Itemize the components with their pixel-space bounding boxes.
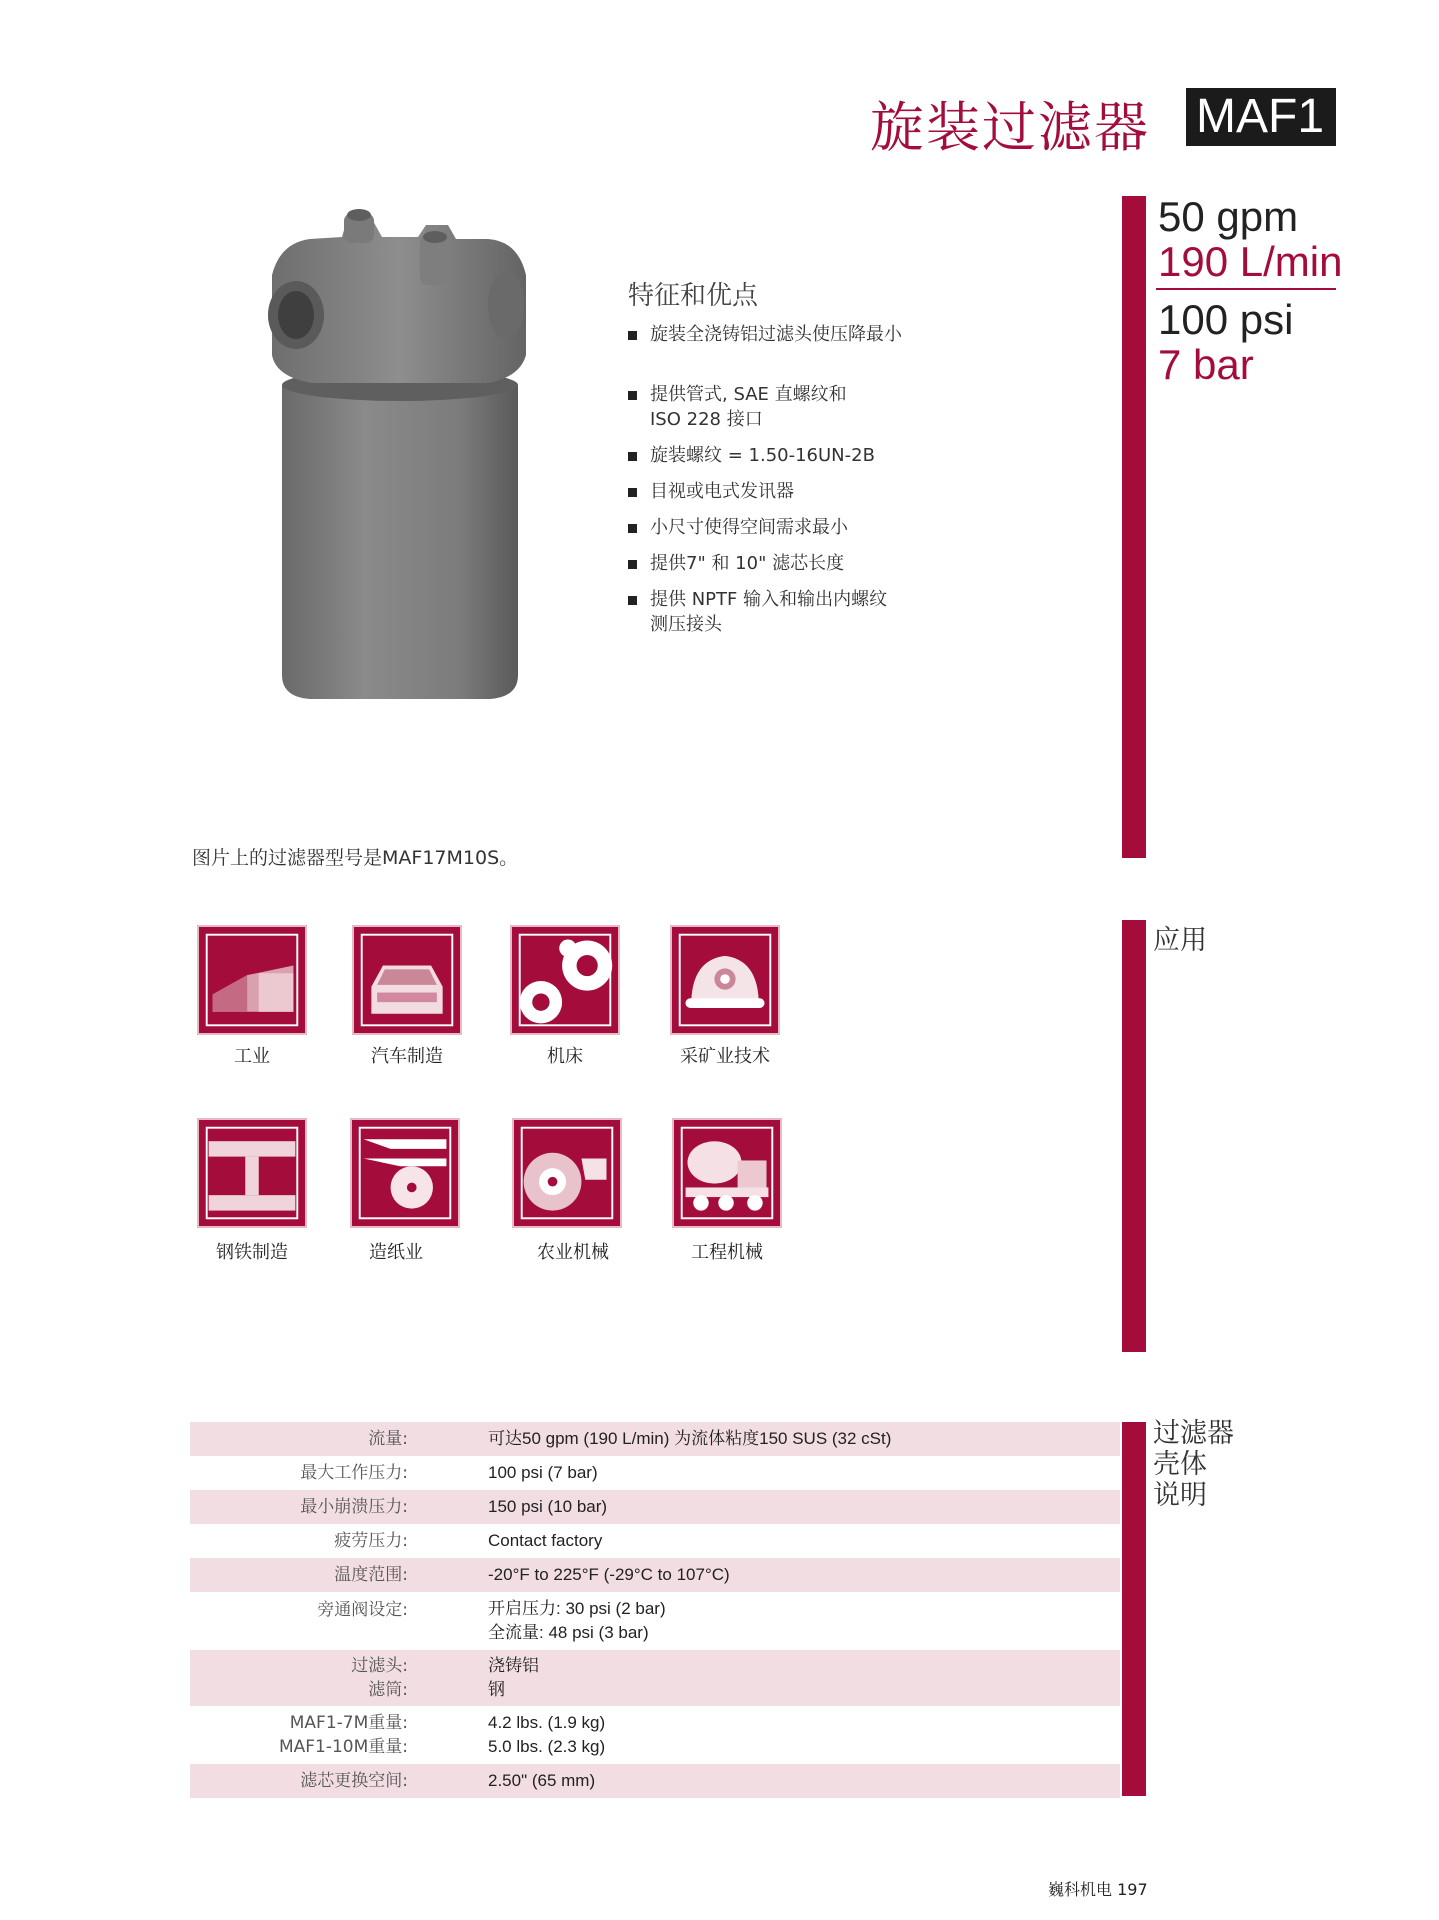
pressure-psi: 100 psi — [1158, 296, 1294, 343]
spec-label: 温度范围: — [334, 1565, 408, 1585]
spec-value: Contact factory — [488, 1531, 603, 1550]
table-row — [190, 1764, 1120, 1798]
tractor-icon — [512, 1118, 622, 1228]
app-label: 造纸业 — [369, 1242, 423, 1263]
mixer-truck-icon — [672, 1118, 782, 1228]
feature-item: 小尺寸使得空间需求最小 — [628, 515, 1098, 540]
ratings-divider — [1156, 288, 1336, 290]
flow-gpm: 50 gpm — [1158, 193, 1299, 240]
spec-label: 最大工作压力: — [300, 1463, 408, 1483]
model-badge: MAF1 — [1186, 88, 1336, 146]
pressure-bar: 7 bar — [1158, 341, 1254, 388]
feature-item: 旋装全浇铸铝过滤头使压降最小 — [628, 322, 1098, 347]
app-label: 钢铁制造 — [216, 1242, 288, 1263]
table-row — [190, 1456, 1120, 1490]
housing-spec-table — [190, 1422, 1120, 1798]
spec-value: 浇铸铝 钢 — [488, 1656, 539, 1699]
app-label: 汽车制造 — [371, 1046, 443, 1067]
spec-label: 流量: — [368, 1429, 408, 1449]
paper-roll-icon — [350, 1118, 460, 1228]
page-title: 旋装过滤器 — [870, 96, 1150, 159]
housing-specs-heading: 过滤器 壳体 说明 — [1153, 1418, 1234, 1511]
car-icon — [352, 925, 462, 1035]
table-row — [190, 1706, 1120, 1764]
factory-icon — [197, 925, 307, 1035]
table-row — [190, 1558, 1120, 1592]
app-label: 机床 — [547, 1046, 583, 1067]
accent-bar-middle — [1122, 920, 1146, 1352]
flow-lpm: 190 L/min — [1158, 238, 1343, 285]
feature-item: 提供7" 和 10" 滤芯长度 — [628, 551, 1098, 576]
spec-label: 滤芯更换空间: — [300, 1771, 408, 1791]
table-row — [190, 1592, 1120, 1650]
mining-helmet-icon — [670, 925, 780, 1035]
spec-label: MAF1-7M重量: MAF1-10M重量: — [278, 1713, 408, 1757]
app-label: 工业 — [234, 1046, 270, 1067]
app-label: 工程机械 — [691, 1242, 763, 1263]
steel-beam-icon — [197, 1118, 307, 1228]
feature-item: 提供 NPTF 输入和输出内螺纹 测压接头 — [628, 587, 1098, 637]
spec-value: -20°F to 225°F (-29°C to 107°C) — [488, 1565, 730, 1584]
accent-bar-bottom — [1122, 1422, 1146, 1796]
feature-list — [628, 322, 1098, 637]
table-row — [190, 1524, 1120, 1558]
features-heading: 特征和优点 — [628, 281, 759, 311]
spec-value: 150 psi (10 bar) — [488, 1497, 608, 1516]
filter-product-image — [250, 205, 550, 705]
spec-value: 开启压力: 30 psi (2 bar) 全流量: 48 psi (3 bar) — [488, 1599, 666, 1642]
spec-label: 最小崩溃压力: — [300, 1497, 408, 1517]
gears-icon — [510, 925, 620, 1035]
app-label: 采矿业技术 — [680, 1046, 770, 1067]
table-row — [190, 1650, 1120, 1706]
spec-label: 旁通阀设定: — [317, 1600, 408, 1620]
feature-item: 目视或电式发讯器 — [628, 479, 1098, 504]
spec-label: 过滤头: 滤筒: — [351, 1656, 408, 1700]
feature-item: 提供管式, SAE 直螺纹和 ISO 228 接口 — [628, 382, 1098, 432]
table-row — [190, 1490, 1120, 1524]
image-caption: 图片上的过滤器型号是MAF17M10S。 — [192, 847, 519, 869]
page-footer: 巍科机电 197 — [1048, 1880, 1148, 1899]
spec-value: 100 psi (7 bar) — [488, 1463, 598, 1482]
feature-item: 旋装螺纹 = 1.50-16UN-2B — [628, 443, 1098, 468]
table-row — [190, 1422, 1120, 1456]
applications-heading: 应用 — [1153, 925, 1207, 956]
spec-label: 疲劳压力: — [334, 1531, 408, 1551]
accent-bar-top — [1122, 196, 1146, 858]
spec-value: 2.50" (65 mm) — [488, 1771, 596, 1790]
spec-value: 可达50 gpm (190 L/min) 为流体粘度150 SUS (32 cSt) — [488, 1429, 892, 1448]
app-label: 农业机械 — [537, 1242, 609, 1263]
spec-value: 4.2 lbs. (1.9 kg) 5.0 lbs. (2.3 kg) — [488, 1713, 606, 1756]
